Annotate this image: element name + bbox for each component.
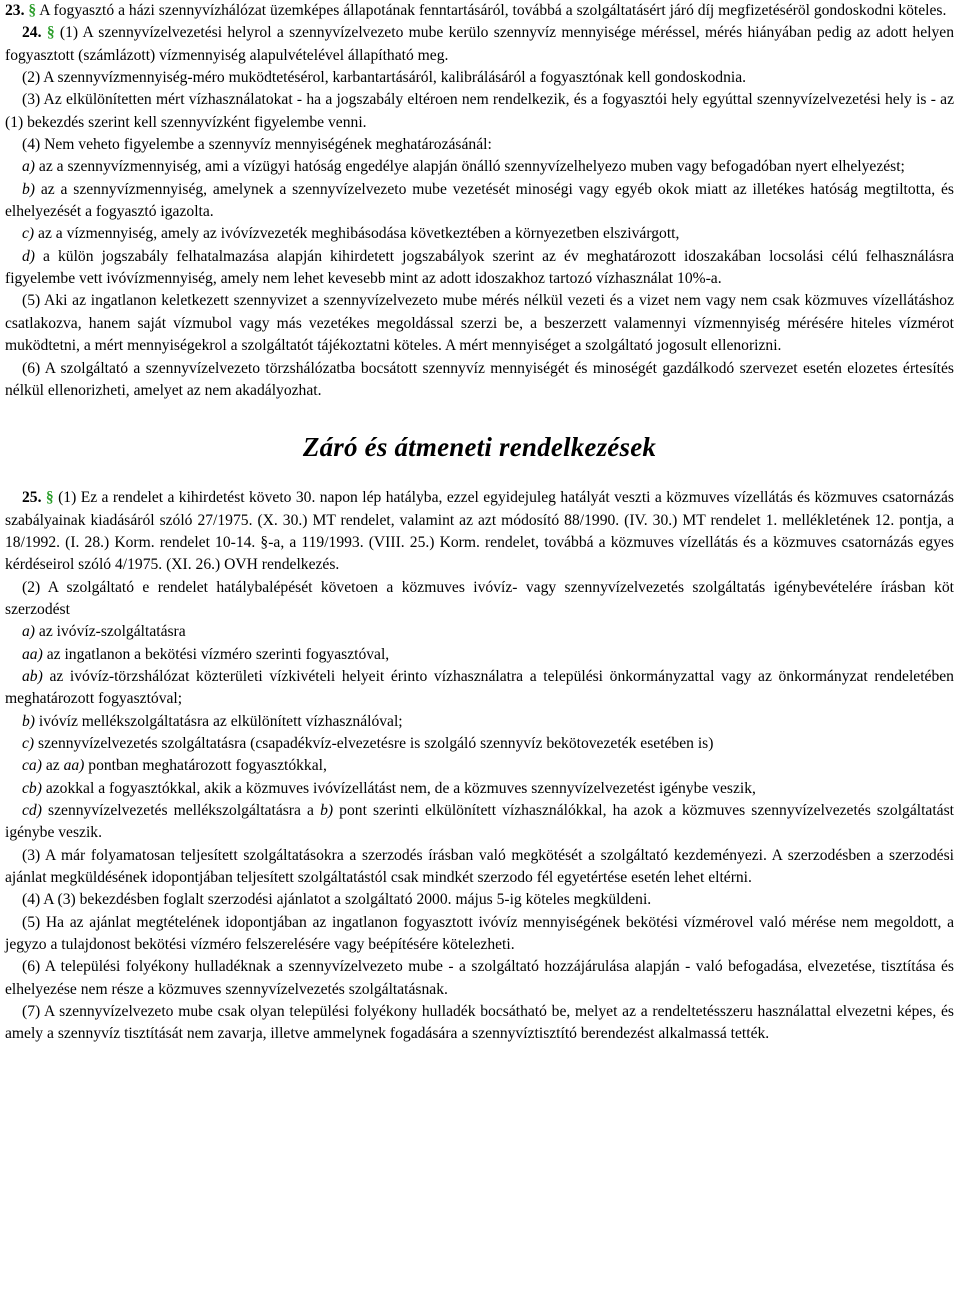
paragraph-text: (5) Aki az ingatlanon keletkezett szennyvizet a szennyvízelvezeto mube mérés nélkül vezeti és a vizet nem vagy nem csak közmuves vízellátáshoz csatlakozva, hanem saját vízmubol vagy más vezetékes megoldással szerzi be, a beszerzett valamennyi vízmennyiség mérésére hiteles vízmérot muködtetni, a mért mennyiségekrol a szolgáltatót tájékoztatni köteles. A mért mennyiséget a szolgáltató jogosult ellenorizni.: [5, 292, 954, 355]
paragraph-text: az a vízmennyiség, amely az ivóvízvezeték meghibásodása következtében a környezetben elszivárgott,: [38, 225, 680, 243]
paragraph: [5, 134, 954, 156]
item-label: cd): [22, 802, 42, 819]
paragraph: [5, 621, 954, 643]
paragraph: [5, 778, 954, 800]
paragraph: [5, 666, 954, 711]
paragraph-text: (1) A szennyvízelvezetési helyrol a szennyvízelvezeto mube kerülo szennyvíz mennyisége méréssel, mérés hiányában pedig az adott helyen fogyasztott (számlázott) vízmennyiség alapulvételével állapítható meg.: [5, 24, 955, 64]
item-reference: aa): [63, 757, 85, 775]
paragraph-text: az ingatlanon a bekötési vízméro szerinti fogyasztóval,: [46, 645, 390, 663]
paragraph: [5, 711, 954, 733]
section-number: 24.: [22, 24, 42, 42]
paragraph-text: szennyvízelvezetés szolgáltatásra (csapadékvíz-elvezetésre is szolgáló szennyvíz bekötovezeték esetében is): [38, 734, 714, 752]
paragraph: [5, 889, 954, 911]
paragraph: [5, 156, 954, 178]
paragraph-text: (3) A már folyamatosan teljesített szolgáltatásokra a szerzodés írásban való megkötését a szolgáltató kezdeményezi. A szerzodésben a szerzodési ajánlat megküldésének idopontjában teljesített szolgáltatástól csak mindkét szerzodo fél egyetértése esetén lehet eltérni.: [5, 846, 954, 887]
item-label: cb): [22, 779, 42, 797]
paragraph-text: ivóvíz mellékszolgáltatásra az elkülönített vízhasználóval;: [38, 712, 403, 730]
paragraph-text: (4) A (3) bekezdésben foglalt szerzodési ajánlatot a szolgáltató 2000. május 5-ig köteles megküldeni.: [22, 891, 652, 909]
item-label: c): [22, 225, 35, 243]
provisions-section: [5, 0, 954, 402]
paragraph-text: az a szennyvízmennyiség, ami a vízügyi hatóság engedélye alapján önálló szennyvízelhelyezo muben vagy befogadóban nyert elhelyezést;: [38, 158, 905, 176]
paragraph-text: (2) A szolgáltató e rendelet hatálybalépését követoen a közmuves ivóvíz- vagy szennyvízelvezetés szolgáltatás igénybevételére írásban köt szerzodést: [5, 578, 954, 618]
paragraph-text: az ivóvíz-törzshálózat közterületi vízkivételi helyeit érinto vízhasználatra a települési önkormányzattal vagy az önkormányzat rendeletében meghatározott fogyasztóval;: [5, 667, 954, 708]
item-label: a): [22, 158, 35, 176]
paragraph-text: pontban meghatározott fogyasztókkal,: [88, 757, 327, 775]
paragraph-text: pont szerinti elkülönített vízhasználókkal, ha azok a közmuves szennyvízelvezetés szolgáltatást igénybe veszik.: [5, 802, 954, 842]
paragraph: [5, 0, 954, 22]
paragraph: [5, 733, 954, 755]
paragraph-text: (7) A szennyvízelvezeto mube csak olyan települési folyékony hulladék bocsátható be, melyet az a rendeltetésszeru használattal elvezetni képes, és amely a szennyvíz tisztítását nem zavarja, illetve ammelynek fogadására a szennyvíztisztító berendezést alkalmassá tették.: [5, 1003, 954, 1043]
item-label: c): [22, 734, 35, 752]
paragraph-text: A fogyasztó a házi szennyvízhálózat üzemképes állapotának fenntartásáról, továbbá a szolgáltatásért járó díj megfizetéséröl gondoskodni köteles.: [39, 2, 947, 19]
section-heading: Záró és átmeneti rendelkezések: [302, 432, 657, 463]
paragraph-text: az ivóvíz-szolgáltatásra: [38, 623, 186, 641]
item-label: ab): [22, 667, 43, 685]
paragraph: [5, 22, 954, 67]
section-sign: §: [45, 489, 54, 507]
item-label: aa): [22, 645, 43, 663]
paragraph: [5, 358, 954, 403]
section-sign: §: [46, 24, 55, 42]
paragraph-text: azokkal a fogyasztókkal, akik a közmuves ivóvízellátást nem, de a közmuves szennyvízelvezetést igénybe veszik,: [45, 779, 756, 797]
paragraph-text: (4) Nem veheto figyelembe a szennyvíz mennyiségének meghatározásánál:: [22, 136, 492, 154]
paragraph-text: (3) Az elkülönítetten mért vízhasználatokat - ha a jogszabály eltéroen nem rendelkezik, és a fogyasztói hely egyúttal szennyvízelvezetési hely is - az (1) bekezdés szerint kell szennyvízként figyelembe venni.: [5, 91, 954, 131]
paragraph-text: (6) A települési folyékony hulladéknak a szennyvízelvezeto mube - a szolgáltató hozzájárulása alapján - való befogadása, elvezetése, tisztítása és elhelyezése nem része a közmuves szennyvízelvezetés szolgáltatásnak.: [5, 958, 954, 998]
paragraph: [5, 89, 954, 134]
paragraph: [5, 179, 954, 224]
paragraph-text: az a szennyvízmennyiség, amelynek a szennyvízelvezeto mube vezetését minoségi vagy egyéb okok miatt az illetékes hatóság megtiltotta, és elhelyezését a fogyasztó igazolta.: [5, 180, 954, 221]
paragraph: [5, 755, 954, 777]
paragraph-text: (6) A szolgáltató a szennyvízelvezeto törzshálózatba bocsátott szennyvíz mennyiségét és minoségét gazdálkodó szervezet esetén elozetes értesítés nélkül ellenorizheti, amelyet az nem akadályozhat.: [5, 359, 954, 399]
paragraph-text: (2) A szennyvízmennyiség-méro muködtetésérol, karbantartásáról, kalibrálásáról a fogyasztónak kell gondoskodnia.: [22, 69, 747, 87]
paragraph: [5, 67, 954, 89]
paragraph-text: (5) Ha az ajánlat megtételének idopontjában az ingatlanon fogyasztott ivóvíz mennyiségének bekötési vízmérovel való mérése nem megoldott, a jegyzo a tulajdonost bekötési vízméro felszerelésére vagy beépítésére kötelezheti.: [5, 913, 954, 954]
section-number: 25.: [22, 489, 42, 507]
paragraph-text: a külön jogszabály felhatalmazása alapján kihirdetett jogszabályok szerint az év meghatározott idoszakában locsolási célú felhasználásra figyelembe vett ivóvízmennyiség, amely nem lehet kevesebb mint az adott idoszakhoz tartozó vízhasználat 10%-a.: [5, 247, 954, 288]
item-label: d): [22, 247, 35, 265]
item-label: ca): [22, 757, 42, 775]
paragraph: [5, 223, 954, 245]
closing-provisions-section: [5, 487, 954, 1046]
paragraph-text: az: [45, 757, 60, 775]
section-number: 23.: [5, 2, 25, 19]
item-label: b): [22, 180, 35, 198]
section-sign: §: [28, 2, 37, 19]
paragraph: [5, 290, 954, 357]
paragraph: [5, 487, 954, 576]
paragraph: [5, 644, 954, 666]
paragraph: [5, 912, 954, 957]
paragraph: [5, 956, 954, 1001]
paragraph: [5, 800, 954, 845]
paragraph: [5, 1001, 954, 1046]
item-label: a): [22, 623, 35, 641]
item-label: b): [22, 712, 35, 730]
paragraph: [5, 845, 954, 890]
paragraph-text: szennyvízelvezetés mellékszolgáltatásra a: [48, 802, 314, 819]
paragraph: [5, 577, 954, 622]
item-reference: b): [320, 802, 334, 819]
paragraph-text: (1) Ez a rendelet a kihirdetést követo 30. napon lép hatályba, ezzel egyidejuleg hatályát veszti a közmuves vízellátás és közmuves csatornázás szabályainak kiadásáról szóló 27/1975. (X. 30.) MT rendelet, valamint az azt módosító 88/1990. (IV. 30.) MT rendelet 1. mellékletének 12. pontja, a 18/1992. (I. 28.) Korm. rendelet 10-14. §-a, a 119/1993. (VIII. 25.) Korm. rendelet, továbbá a közmuves vízellátás és a közmuves csatornázás egyes kérdéseirol szóló 4/1975. (XI. 26.) OVH rendelkezés.: [5, 489, 954, 574]
paragraph: [5, 246, 954, 291]
